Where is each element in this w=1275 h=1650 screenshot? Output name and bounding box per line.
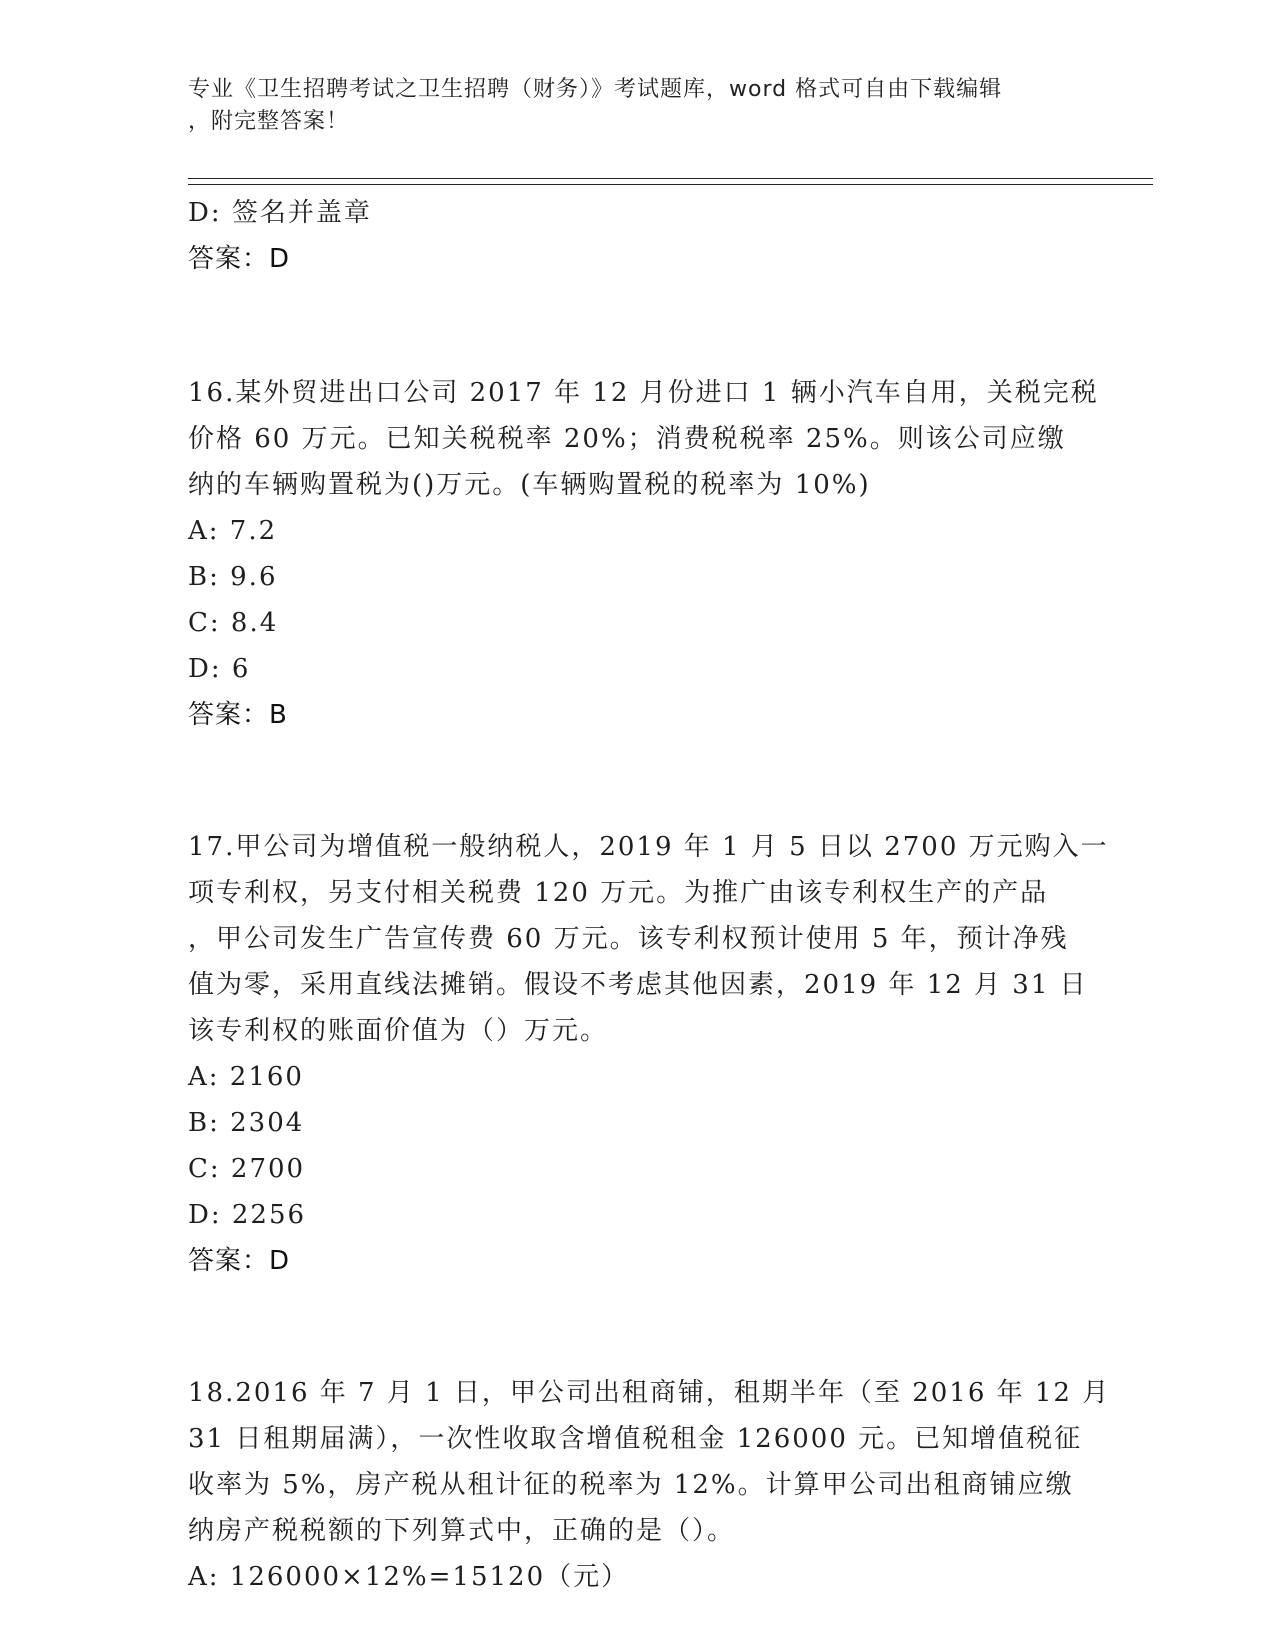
option-c: C: 2700 [188,1154,306,1184]
header-rule [188,178,1153,185]
question-17 [188,824,1109,1284]
spacer [188,282,1088,370]
question-text [188,1370,1111,1554]
question-line: 值为零，采用直线法摊销。假设不考虑其他因素，2019 年 12 月 31 日 [188,970,1088,1000]
question-line: 该专利权的账面价值为（）万元。 [188,1016,609,1046]
question-18 [188,1370,1111,1600]
option-a: A: 2160 [188,1062,304,1092]
question-text [188,370,1099,508]
question-line: ，甲公司发生广告宣传费 60 万元。该专利权预计使用 5 年，预计净残 [188,924,1069,954]
option-a: A: 126000×12%=15120（元） [188,1562,630,1592]
question-text [188,824,1109,1054]
header-line-2: ，附完整答案！ [188,109,350,134]
document-body [188,190,1111,1600]
question-line: 项专利权，另支付相关税费 120 万元。为推广由该专利权生产的产品 [188,878,1049,908]
question-line: 31 日租期届满），一次性收取含增值税租金 126000 元。已知增值税征 [188,1424,1083,1454]
option-b: B: 9.6 [188,562,278,592]
option-c: C: 8.4 [188,608,279,638]
question-16 [188,370,1099,738]
question-line: 16.某外贸进出口公司 2017 年 12 月份进口 1 辆小汽车自用，关税完税 [188,378,1099,408]
option-b: B: 2304 [188,1108,305,1138]
question-line: 价格 60 万元。已知关税税率 20%；消费税税率 25%。则该公司应缴 [188,424,1066,454]
answer-line: 答案：B [188,700,288,730]
header-line-1: 专业《卫生招聘考试之卫生招聘（财务）》考试题库，word 格式可自由下载编辑 [188,77,1003,102]
question-line: 纳的车辆购置税为()万元。(车辆购置税的税率为 10%) [188,470,871,500]
page-header [188,74,1068,138]
answer-line: 答案：D [188,244,291,274]
option-d: D: 签名并盖章 [188,198,372,228]
option-d: D: 6 [188,654,251,684]
answer-line: 答案：D [188,1246,291,1276]
question-line: 17.甲公司为增值税一般纳税人，2019 年 1 月 5 日以 2700 万元购入一 [188,832,1109,862]
spacer [188,738,1088,824]
spacer [188,1284,1088,1370]
question-line: 收率为 5%，房产税从租计征的税率为 12%。计算甲公司出租商铺应缴 [188,1470,1074,1500]
question-line: 纳房产税税额的下列算式中，正确的是（）。 [188,1516,736,1546]
option-a: A: 7.2 [188,516,278,546]
question-line: 18.2016 年 7 月 1 日，甲公司出租商铺，租期半年（至 2016 年 12 月 [188,1378,1111,1408]
option-d: D: 2256 [188,1200,307,1230]
